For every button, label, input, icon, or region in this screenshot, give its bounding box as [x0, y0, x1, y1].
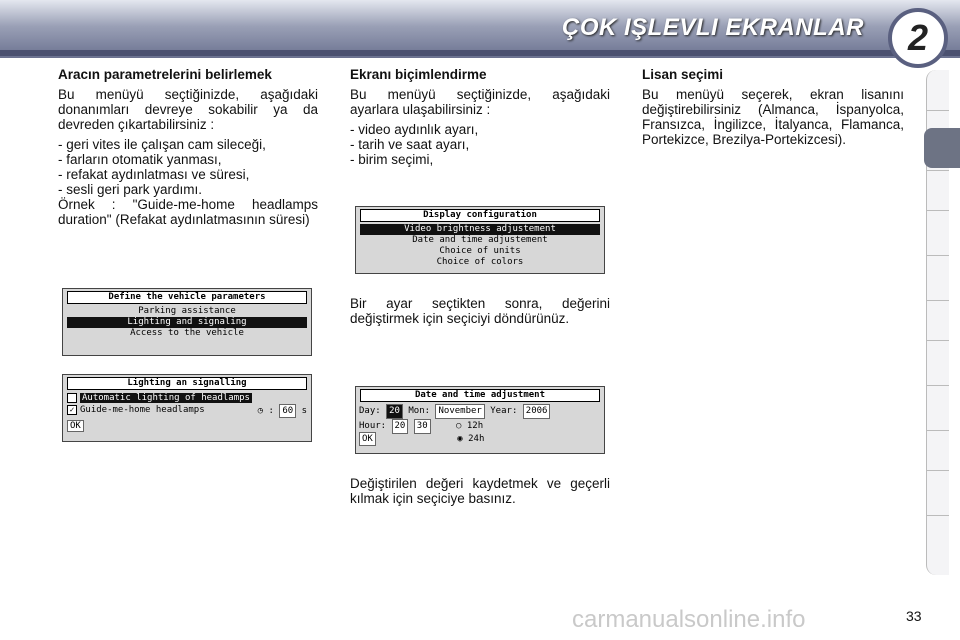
duration-unit: s — [301, 406, 307, 416]
menu-item: Date and time adjustement — [412, 235, 548, 245]
menu-item: Choice of units — [439, 246, 521, 256]
year-value: 2006 — [523, 404, 551, 419]
option-label: Guide-me-home headlamps — [80, 405, 205, 415]
radio-empty-icon: ○ — [456, 421, 462, 431]
menu-item: Choice of colors — [436, 257, 524, 267]
radio-selected-icon: ◉ — [457, 434, 463, 444]
active-chapter-tab — [924, 128, 960, 168]
format-24h: 24h — [468, 434, 485, 444]
day-label: Day: — [359, 406, 381, 416]
column-vehicle-parameters — [58, 67, 318, 232]
tab-divider — [927, 300, 949, 301]
list-item: - refakat aydınlatması ve süresi, — [58, 167, 318, 182]
time-row — [359, 419, 601, 432]
screen-date-time — [355, 386, 605, 454]
tab-divider — [927, 210, 949, 211]
tab-divider — [927, 385, 949, 386]
list-item: - sesli geri park yardımı. — [58, 182, 318, 197]
duration-setting: ◷ : 60 s — [257, 406, 307, 416]
tab-divider — [927, 110, 949, 111]
section-heading: Ekranı biçimlendirme — [350, 67, 487, 82]
header-stripe — [0, 50, 960, 56]
section-heading: Aracın parametrelerini belirlemek — [58, 67, 272, 82]
section-heading: Lisan seçimi — [642, 67, 724, 82]
screen-vehicle-parameters — [62, 288, 312, 356]
menu-item: Parking assistance — [138, 306, 236, 316]
column-display-config — [350, 67, 610, 167]
menu-item-selected: Video brightness adjustement — [360, 224, 600, 235]
paragraph: Bu menüyü seçtiğinizde, aşağıdaki donanımları devreye sokabilir ya da devreden çıkartabilirsiniz : — [58, 87, 318, 132]
minute-value: 30 — [414, 419, 431, 434]
date-row — [359, 404, 601, 417]
screen-lighting — [62, 374, 312, 442]
tab-divider — [927, 255, 949, 256]
bullet-list — [350, 122, 610, 167]
tab-divider — [927, 515, 949, 516]
paragraph: Bu menüyü seçerek, ekran lisanını değiştirebilirsiniz (Almanca, İspanyolca, Fransızca, İngilizce, İtalyanca, Flamanca, Portekizce, Brezilya-Portekizcesi). — [642, 87, 904, 147]
month-value: November — [435, 404, 484, 419]
list-item: - tarih ve saat ayarı, — [350, 137, 610, 152]
chapter-badge — [888, 8, 948, 68]
paragraph: Bu menüyü seçtiğinizde, aşağıdaki ayarlara ulaşabilirsiniz : — [350, 87, 610, 117]
list-item: - farların otomatik yanması, — [58, 152, 318, 167]
tab-divider — [927, 470, 949, 471]
checkbox-unchecked-icon — [67, 393, 77, 403]
tab-divider — [927, 170, 949, 171]
checkbox-checked-icon: ✓ — [67, 405, 77, 415]
year-label: Year: — [490, 406, 518, 416]
ok-label: OK — [67, 420, 84, 432]
clock-icon: ◷ — [257, 406, 264, 416]
month-label: Mon: — [408, 406, 431, 416]
list-item: - video aydınlık ayarı, — [350, 122, 610, 137]
chapter-number: 2 — [907, 17, 929, 58]
duration-value: 60 — [279, 404, 296, 418]
ok-row — [67, 420, 307, 432]
day-value: 20 — [386, 404, 403, 419]
screen-title: Display configuration — [360, 209, 600, 222]
screen-title: Define the vehicle parameters — [67, 291, 307, 304]
example-text: Örnek : "Guide-me-home headlamps duration" (Refakat aydınlatmasının süresi) — [58, 197, 318, 227]
option-label: Automatic lighting of headlamps — [82, 393, 250, 403]
hour-value: 20 — [392, 419, 409, 434]
list-item: - geri vites ile çalışan cam sileceği, — [58, 137, 318, 152]
paragraph: Bir ayar seçtikten sonra, değerini değiştirmek için seçiciyi döndürünüz. — [350, 296, 610, 326]
page-title: ÇOK IŞLEVLI EKRANLAR — [561, 14, 864, 41]
tab-divider — [927, 430, 949, 431]
list-item: - birim seçimi, — [350, 152, 610, 167]
screen-title: Date and time adjustment — [360, 389, 600, 402]
instruction-select — [350, 296, 610, 331]
format-12h: 12h — [466, 421, 484, 431]
ok-format-row — [359, 432, 601, 444]
screen-title: Lighting an signalling — [67, 377, 307, 390]
screen-display-configuration — [355, 206, 605, 274]
column-language — [642, 67, 904, 152]
option-row — [67, 404, 307, 416]
page-number: 33 — [906, 608, 922, 624]
tab-divider — [927, 340, 949, 341]
option-row — [67, 392, 307, 404]
paragraph: Değiştirilen değeri kaydetmek ve geçerli kılmak için seçiciye basınız. — [350, 476, 610, 506]
menu-item: Access to the vehicle — [130, 328, 244, 338]
watermark: carmanualsonline.info — [572, 606, 806, 633]
bullet-list — [58, 137, 318, 197]
hour-label: Hour: — [359, 421, 387, 431]
menu-item-selected: Lighting and signaling — [67, 317, 307, 328]
ok-label: OK — [359, 432, 376, 446]
instruction-save — [350, 476, 610, 511]
